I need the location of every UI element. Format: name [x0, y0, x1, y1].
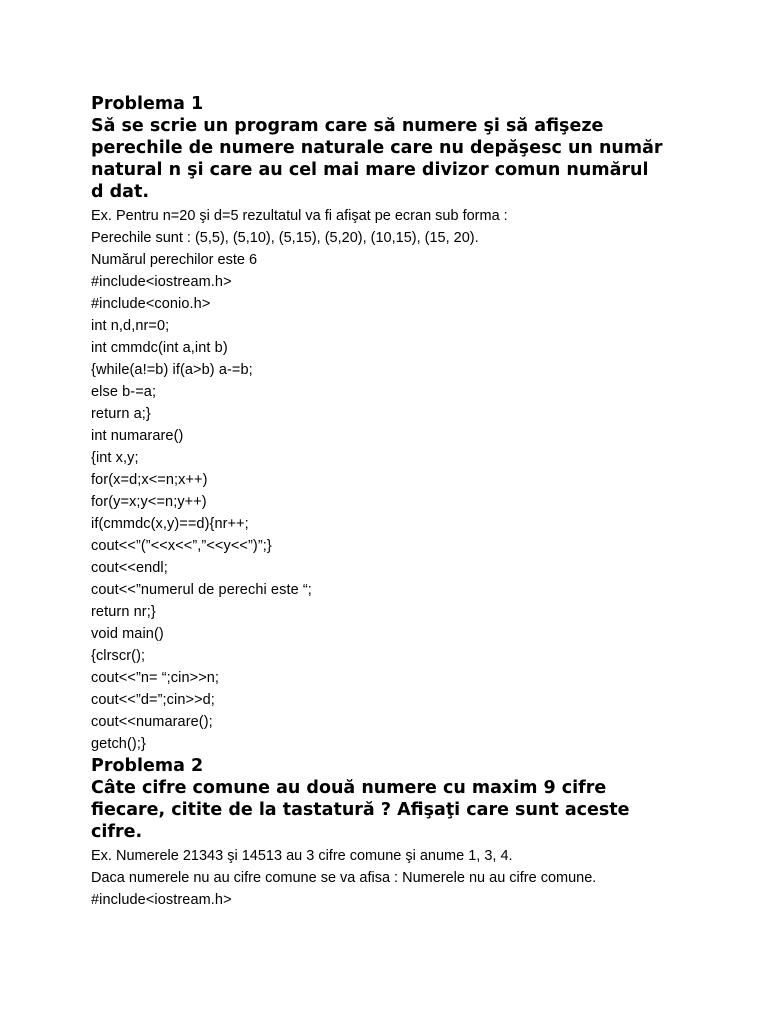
- code-line: cout<<numarare();: [91, 714, 213, 730]
- problem-2-title: Problema 2: [91, 756, 204, 776]
- code-line: #include<conio.h>: [91, 296, 211, 312]
- problem-1-title: Problema 1: [91, 94, 204, 114]
- statement-line: perechile de numere naturale care nu depăşesc un număr: [91, 138, 663, 158]
- statement-line: d dat.: [91, 182, 149, 202]
- problem-2-code: [91, 889, 711, 911]
- code-line: cout<<endl;: [91, 560, 168, 576]
- code-line: {clrscr();: [91, 648, 146, 664]
- document-content: [91, 93, 711, 911]
- code-line: cout<<”numerul de perechi este “;: [91, 582, 312, 598]
- statement-line: fiecare, citite de la tastatură ? Afişaţi care sunt aceste: [91, 800, 630, 820]
- code-line: int numarare(): [91, 428, 184, 444]
- code-line: {int x,y;: [91, 450, 139, 466]
- statement-line: natural n şi care au cel mai mare divizor comun numărul: [91, 160, 649, 180]
- example-line: Ex. Numerele 21343 şi 14513 au 3 cifre comune şi anume 1, 3, 4.: [91, 848, 513, 864]
- problem-2-section: [91, 755, 711, 911]
- code-line: getch();}: [91, 736, 146, 752]
- statement-line: Câte cifre comune au două numere cu maxim 9 cifre: [91, 778, 607, 798]
- code-line: #include<iostream.h>: [91, 892, 232, 908]
- example-line: Ex. Pentru n=20 şi d=5 rezultatul va fi afişat pe ecran sub forma :: [91, 208, 508, 224]
- code-line: #include<iostream.h>: [91, 274, 232, 290]
- problem-1-code: [91, 271, 711, 755]
- problem-2-example: [91, 845, 711, 889]
- code-line: return nr;}: [91, 604, 156, 620]
- code-line: cout<<”d=”;cin>>d;: [91, 692, 215, 708]
- example-line: Daca numerele nu au cifre comune se va afisa : Numerele nu au cifre comune.: [91, 870, 597, 886]
- code-line: for(x=d;x<=n;x++): [91, 472, 208, 488]
- code-line: cout<<”n= “;cin>>n;: [91, 670, 220, 686]
- code-line: if(cmmdc(x,y)==d){nr++;: [91, 516, 249, 532]
- code-line: cout<<”(”<<x<<”,”<<y<<”)”;}: [91, 538, 272, 554]
- example-line: Perechile sunt : (5,5), (5,10), (5,15), (5,20), (10,15), (15, 20).: [91, 230, 479, 246]
- code-line: {while(a!=b) if(a>b) a-=b;: [91, 362, 253, 378]
- example-line: Numărul perechilor este 6: [91, 252, 258, 268]
- code-line: void main(): [91, 626, 164, 642]
- code-line: else b-=a;: [91, 384, 157, 400]
- statement-line: cifre.: [91, 822, 143, 842]
- code-line: int cmmdc(int a,int b): [91, 340, 228, 356]
- code-line: int n,d,nr=0;: [91, 318, 170, 334]
- problem-2-statement: [91, 777, 711, 843]
- code-line: return a;}: [91, 406, 151, 422]
- statement-line: Să se scrie un program care să numere şi să afişeze: [91, 116, 604, 136]
- code-line: for(y=x;y<=n;y++): [91, 494, 207, 510]
- problem-1-statement: [91, 115, 711, 203]
- problem-1-example: [91, 205, 711, 271]
